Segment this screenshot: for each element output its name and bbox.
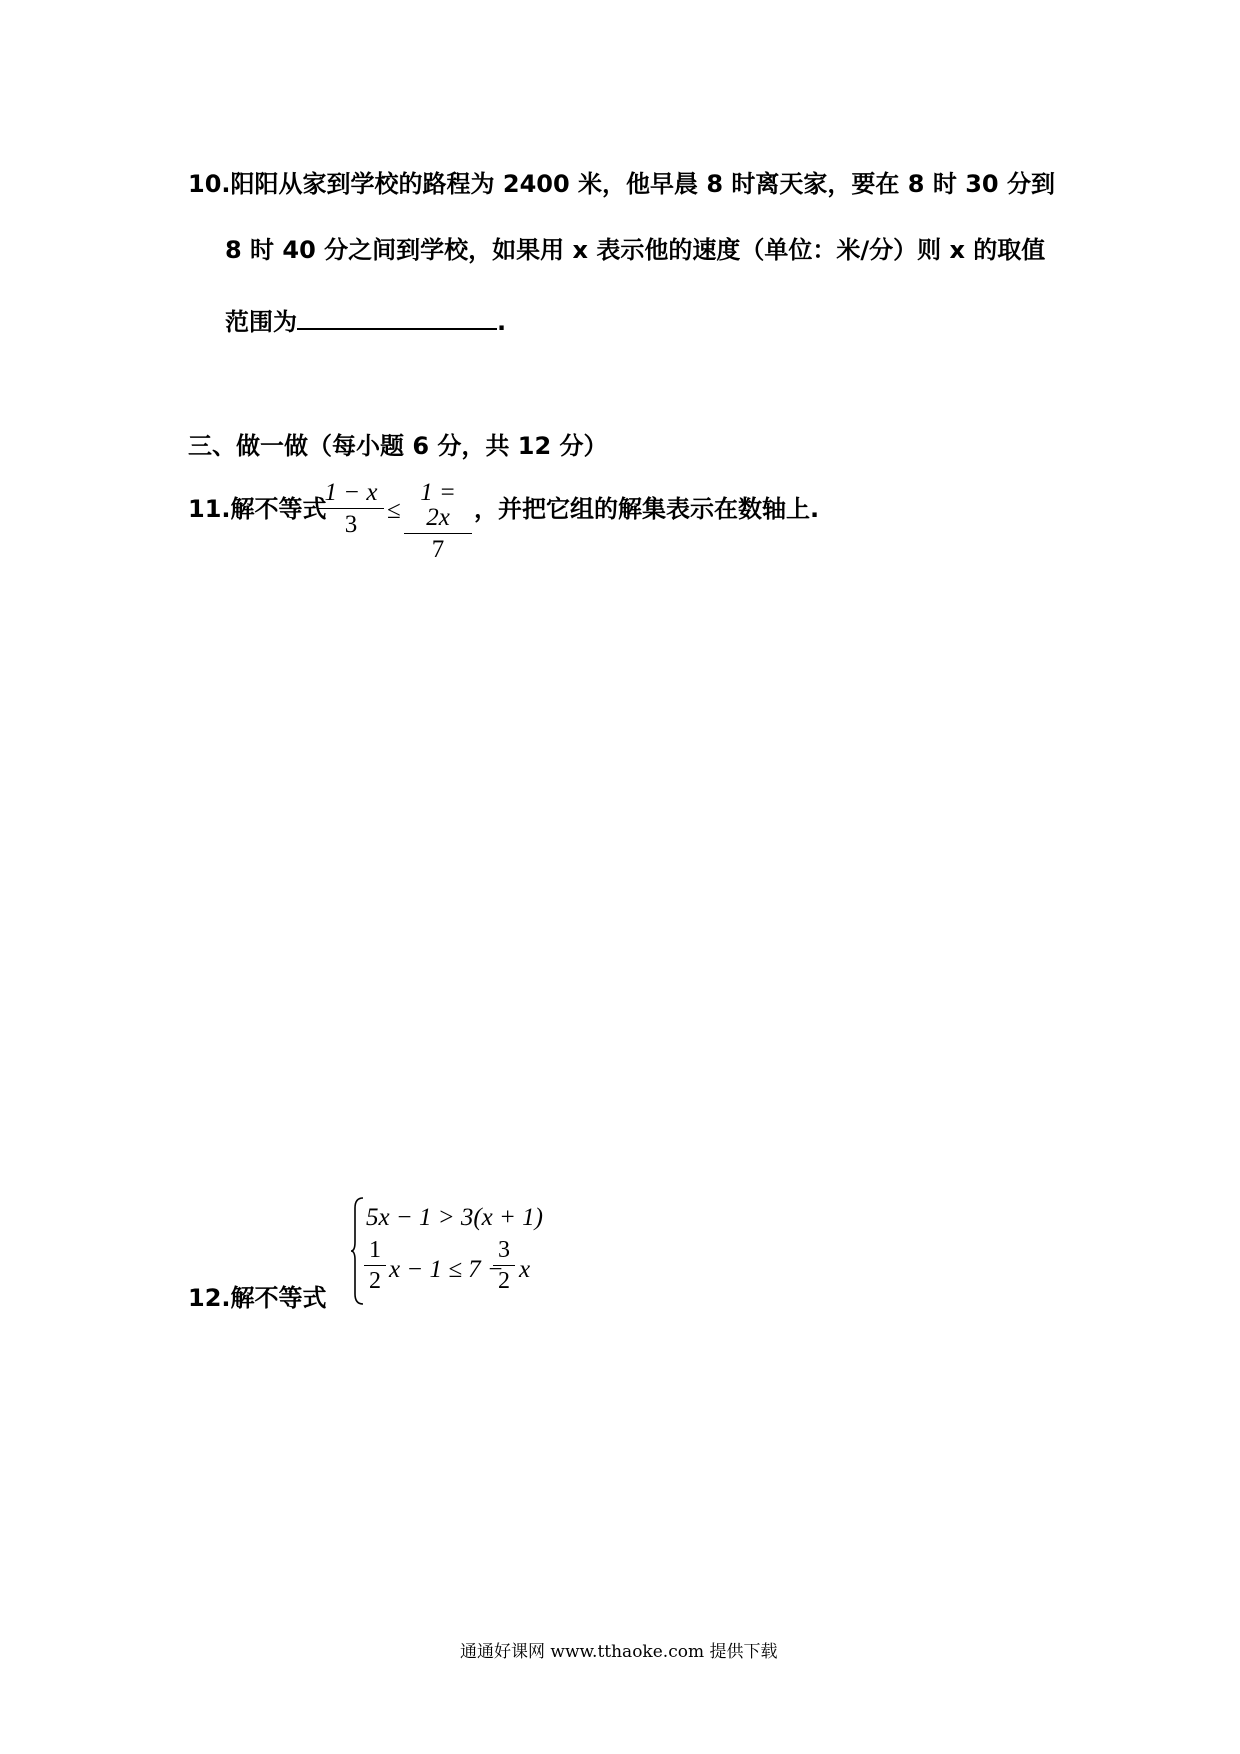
q11-relation: ≤ [387, 497, 401, 524]
fraction-bar [404, 533, 472, 534]
q11-frac2-denominator: 7 [431, 536, 445, 563]
fraction-bar [364, 1265, 386, 1266]
q12-prefix: 12.解不等式 [188, 1284, 327, 1312]
q12-eq2-frac2-denominator: 2 [498, 1268, 510, 1294]
q10-line-3-prefix: 范围为 [225, 308, 297, 336]
q11-fraction-2 [404, 480, 472, 562]
page-footer: 通通好课网 www.tthaoke.com 提供下载 [460, 1642, 778, 1662]
q11-frac2-numerator: 1 = 2x [420, 479, 456, 531]
answer-blank [297, 306, 497, 330]
fraction-bar [493, 1265, 515, 1266]
q10-line-3 [225, 306, 506, 334]
q11-prefix: 11.解不等式 [188, 495, 327, 523]
q12-eq2-frac1-numerator: 1 [369, 1237, 381, 1263]
q11-frac1-numerator: 1 − x [324, 479, 378, 506]
q12-equation-1: 5x − 1 > 3(x + 1) [366, 1204, 543, 1231]
q12-eq2-frac1-denominator: 2 [369, 1268, 381, 1294]
fraction-bar [318, 508, 384, 509]
q12-eq2-middle: x − 1 ≤ 7 − [389, 1256, 504, 1283]
q10-line-1: 10.阳阳从家到学校的路程为 2400 米，他早晨 8 时离天家，要在 8 时 30 分到 [188, 170, 1055, 198]
q10-line-3-suffix: . [497, 308, 507, 336]
section-3-title: 三、做一做（每小题 6 分，共 12 分） [188, 432, 608, 460]
q11-fraction-1 [318, 480, 384, 537]
q12-eq2-fraction-1 [364, 1238, 386, 1293]
q11-frac1-denominator: 3 [344, 511, 358, 538]
q12-eq2-fraction-2 [493, 1238, 515, 1293]
q12-eq2-end: x [519, 1256, 531, 1283]
q12-eq2-frac2-numerator: 3 [498, 1237, 510, 1263]
q10-line-2: 8 时 40 分之间到学校，如果用 x 表示他的速度（单位：米/分）则 x 的取值 [225, 236, 1046, 264]
q11-suffix: ，并把它组的解集表示在数轴上. [474, 495, 820, 523]
